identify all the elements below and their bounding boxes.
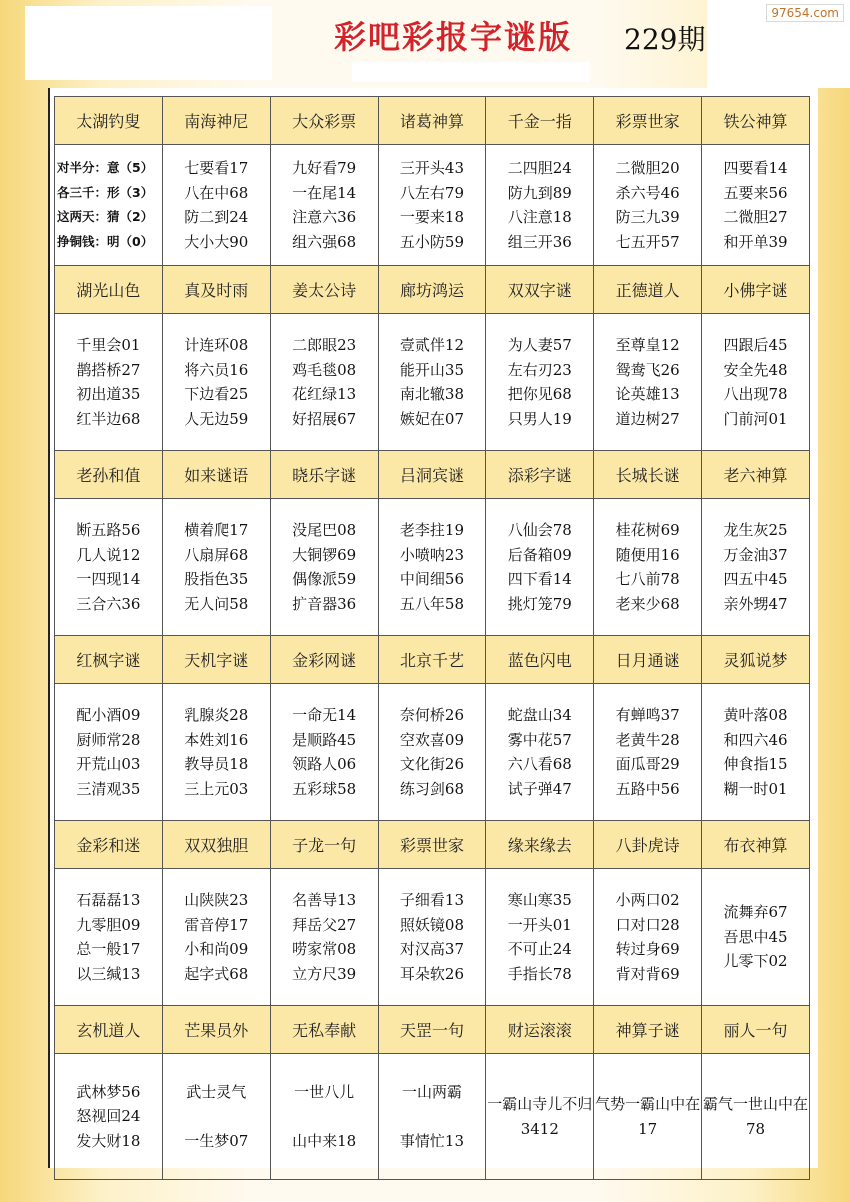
riddle-line: 注意六36: [292, 208, 357, 226]
riddle-line: 一霸山寺儿不归3412: [487, 1095, 593, 1138]
column-title: 吕洞宾谜: [378, 451, 486, 499]
riddle-cell: [55, 499, 163, 636]
riddle-line: 配小酒09: [76, 706, 141, 724]
riddle-cell: [486, 869, 594, 1006]
riddle-line: 黄叶落08: [723, 706, 788, 724]
riddle-line: 亲外甥47: [723, 594, 788, 613]
column-title: 老六神算: [702, 451, 810, 499]
page-title: 彩吧彩报字谜版: [334, 18, 573, 56]
riddle-line: 子细看13: [399, 891, 464, 909]
column-title: 双双字谜: [486, 266, 594, 314]
riddle-line: 文化街26: [399, 755, 464, 773]
column-title: 正德道人: [594, 266, 702, 314]
riddle-line: 八仙会78: [507, 521, 572, 539]
riddle-line: 老黄牛28: [615, 730, 680, 749]
riddle-line: 计连环08: [184, 336, 249, 354]
riddle-line: 小喷呐23: [399, 545, 464, 564]
riddle-cell: [162, 869, 270, 1006]
riddle-line: 一生梦07: [184, 1131, 249, 1150]
column-title: 天罡一句: [378, 1006, 486, 1054]
riddle-line: 壹贰伴12: [399, 336, 464, 354]
riddle-line: 二微胆27: [723, 208, 788, 226]
riddle-cell: [378, 869, 486, 1006]
riddle-line: 雾中花57: [507, 730, 572, 749]
riddle-cell: [162, 1054, 270, 1180]
column-title: 神算子谜: [594, 1006, 702, 1054]
riddle-cell: [594, 869, 702, 1006]
column-title: 蓝色闪电: [486, 636, 594, 684]
riddle-line: 唠家常08: [292, 940, 357, 958]
riddle-line: 空欢喜09: [399, 730, 464, 749]
column-title: 双双独胆: [162, 821, 270, 869]
column-title: 日月通谜: [594, 636, 702, 684]
riddle-line: 小两口02: [615, 891, 680, 909]
riddle-line: 后备箱09: [507, 545, 572, 564]
riddle-line: 转过身69: [615, 940, 680, 958]
riddle-line: 老李拄19: [399, 521, 464, 539]
riddle-line: 三清观35: [76, 779, 141, 798]
riddle-line: 挣铜钱：明（0）: [57, 233, 154, 249]
riddle-cell: [594, 1054, 702, 1180]
riddle-cell: [378, 684, 486, 821]
riddle-line: 面瓜哥29: [615, 755, 680, 773]
riddle-line: 论英雄13: [615, 385, 680, 403]
riddle-line: 二郎眼23: [292, 336, 357, 354]
riddle-line: 四跟后45: [723, 336, 788, 354]
column-title: 丽人一句: [702, 1006, 810, 1054]
riddle-cell: [486, 499, 594, 636]
site-watermark: 97654.com: [766, 4, 844, 22]
riddle-line: 道边树27: [615, 409, 680, 428]
riddle-line: 事情忙13: [399, 1131, 464, 1150]
column-title: 红枫字谜: [55, 636, 163, 684]
riddle-line: 背对背69: [615, 964, 680, 983]
content-row: [55, 1054, 810, 1180]
riddle-line: 耳朵软26: [399, 964, 464, 983]
riddle-line: 七要看17: [184, 159, 249, 177]
riddle-line: 随便用16: [615, 545, 680, 564]
column-title: 芒果员外: [162, 1006, 270, 1054]
riddle-line: 无人问58: [184, 594, 249, 613]
column-title: 如来谜语: [162, 451, 270, 499]
column-title: 晓乐字谜: [270, 451, 378, 499]
riddle-line: 怒视回24: [76, 1107, 141, 1126]
riddle-cell: [702, 1054, 810, 1180]
blank-area-left: [25, 6, 272, 80]
riddle-line: 左右刃23: [507, 360, 572, 379]
riddle-line: 人无边59: [184, 409, 249, 428]
content-row: [55, 145, 810, 266]
header-row: [55, 821, 810, 869]
riddle-cell: [702, 869, 810, 1006]
riddle-line: 门前河01: [723, 409, 788, 428]
riddle-cell: [270, 684, 378, 821]
riddle-cell: [55, 684, 163, 821]
riddle-line: 防九到89: [507, 183, 572, 202]
riddle-line: 和四六46: [723, 730, 788, 749]
riddle-line: 三合六36: [76, 594, 141, 613]
column-title: 彩票世家: [594, 97, 702, 145]
riddle-cell: [162, 684, 270, 821]
riddle-line: 七五开57: [615, 232, 680, 251]
riddle-line: 一在尾14: [292, 183, 357, 202]
riddle-line: 万金油37: [723, 545, 788, 564]
riddle-line: 防二到24: [184, 208, 249, 226]
riddle-line: 组六强68: [292, 232, 357, 251]
riddle-line: 三上元03: [184, 779, 249, 798]
riddle-line: 照妖镜08: [399, 915, 464, 934]
riddle-line: 老来少68: [615, 594, 680, 613]
riddle-line: 嫉妃在07: [399, 409, 464, 428]
riddle-cell: [378, 145, 486, 266]
riddle-line: 是顺路45: [292, 730, 357, 749]
riddle-line: 花红绿13: [292, 385, 357, 403]
riddle-line: 对半分：意（5）: [57, 160, 154, 175]
riddle-line: 一命无14: [292, 706, 357, 724]
riddle-line: 各三千：形（3）: [57, 184, 154, 200]
issue-number: 229期: [624, 23, 706, 56]
riddle-line: 七八前78: [615, 570, 680, 588]
riddle-line: 能开山35: [399, 360, 464, 379]
riddle-line: 红半边68: [76, 409, 141, 428]
spacer: [163, 1105, 270, 1129]
column-title: 天机字谜: [162, 636, 270, 684]
riddle-line: 杀六号46: [615, 183, 680, 202]
riddle-cell: [270, 499, 378, 636]
riddle-line: 武林梦56: [76, 1082, 141, 1101]
column-title: 老孙和值: [55, 451, 163, 499]
riddle-line: 吾思中45: [723, 927, 788, 946]
riddle-line: 和开单39: [723, 232, 788, 251]
riddle-line: 挑灯笼79: [507, 594, 572, 613]
column-title: 南海神尼: [162, 97, 270, 145]
riddle-line: 这两天：猜（2）: [57, 209, 154, 224]
riddle-line: 伸食指15: [723, 755, 788, 773]
riddle-line: 山陕陕23: [184, 891, 249, 909]
column-title: 金彩和迷: [55, 821, 163, 869]
riddle-line: 试子弹47: [507, 779, 572, 798]
content-row: [55, 869, 810, 1006]
riddle-line: 一开头01: [507, 915, 572, 934]
riddle-cell: [270, 145, 378, 266]
header-row: [55, 266, 810, 314]
riddle-line: 总一般17: [76, 940, 141, 958]
riddle-line: 手指长78: [507, 964, 572, 983]
riddle-cell: [378, 314, 486, 451]
riddle-line: 鹊搭桥27: [76, 360, 141, 379]
riddle-line: 起字式68: [184, 964, 249, 983]
content-row: [55, 314, 810, 451]
riddle-line: 以三缄13: [76, 964, 141, 983]
header-row: [55, 97, 810, 145]
riddle-cell: [55, 1054, 163, 1180]
riddle-line: 领路人06: [292, 755, 357, 773]
column-title: 子龙一句: [270, 821, 378, 869]
riddle-line: 五小防59: [399, 232, 464, 251]
riddle-line: 教导员18: [184, 755, 249, 773]
riddle-cell: [486, 145, 594, 266]
riddle-cell: [594, 499, 702, 636]
riddle-line: 立方尺39: [292, 964, 357, 983]
riddle-line: 六八看68: [507, 755, 572, 773]
riddle-cell: [162, 499, 270, 636]
content-row: [55, 499, 810, 636]
riddle-line: 五要来56: [723, 183, 788, 202]
riddle-line: 流舞弃67: [723, 903, 788, 922]
riddle-line: 一四现14: [76, 570, 141, 588]
riddle-cell: [702, 499, 810, 636]
column-title: 真及时雨: [162, 266, 270, 314]
riddle-line: 为人妻57: [507, 336, 572, 354]
riddle-cell: [702, 684, 810, 821]
riddle-line: 千里会01: [76, 336, 141, 354]
riddle-cell: [55, 314, 163, 451]
riddle-line: 九好看79: [292, 159, 357, 177]
riddle-line: 有蝉鸣37: [615, 706, 680, 724]
riddle-line: 拜岳父27: [292, 915, 357, 934]
blank-area-center: [352, 62, 590, 82]
column-title: 财运滚滚: [486, 1006, 594, 1054]
column-title: 金彩网谜: [270, 636, 378, 684]
column-title: 太湖钓叟: [55, 97, 163, 145]
riddle-line: 下边看25: [184, 385, 249, 403]
riddle-line: 鸳鸯飞26: [615, 360, 680, 379]
riddle-line: 只男人19: [507, 409, 572, 428]
riddle-line: 大小大90: [184, 232, 249, 251]
riddle-line: 桂花树69: [615, 521, 680, 539]
riddle-table: [54, 96, 810, 1180]
riddle-line: 龙生灰25: [723, 521, 788, 539]
riddle-line: 雷音停17: [184, 915, 249, 934]
riddle-line: 股指色35: [184, 570, 249, 588]
riddle-line: 八出现78: [723, 385, 788, 403]
riddle-line: 初出道35: [76, 385, 141, 403]
column-title: 玄机道人: [55, 1006, 163, 1054]
riddle-cell: [486, 314, 594, 451]
riddle-line: 口对口28: [615, 915, 680, 934]
riddle-line: 横着爬17: [184, 521, 249, 539]
column-title: 铁公神算: [702, 97, 810, 145]
column-title: 湖光山色: [55, 266, 163, 314]
riddle-cell: [162, 314, 270, 451]
riddle-line: 组三开36: [507, 232, 572, 251]
column-title: 缘来缘去: [486, 821, 594, 869]
riddle-line: 开荒山03: [76, 755, 141, 773]
riddle-line: 蛇盘山34: [507, 706, 572, 724]
riddle-line: 奈何桥26: [399, 706, 464, 724]
column-title: 千金一指: [486, 97, 594, 145]
riddle-line: 练习剑68: [399, 779, 464, 798]
column-title: 无私奉献: [270, 1006, 378, 1054]
riddle-line: 二四胆24: [507, 159, 572, 177]
riddle-line: 二微胆20: [615, 159, 680, 177]
column-title: 八卦虎诗: [594, 821, 702, 869]
riddle-line: 寒山寒35: [507, 891, 572, 909]
column-title: 彩票世家: [378, 821, 486, 869]
header-row: [55, 1006, 810, 1054]
riddle-line: 四下看14: [507, 570, 572, 588]
riddle-line: 小和尚09: [184, 940, 249, 958]
spacer: [379, 1105, 486, 1129]
riddle-line: 名善导13: [292, 891, 357, 909]
riddle-line: 中间细56: [399, 570, 464, 588]
riddle-line: 气势一霸山中在17: [595, 1095, 701, 1138]
riddle-cell: [702, 314, 810, 451]
riddle-line: 三开头43: [399, 159, 464, 177]
riddle-line: 五彩球58: [292, 779, 357, 798]
riddle-line: 儿零下02: [723, 952, 788, 971]
riddle-cell: [55, 145, 163, 266]
riddle-cell: [594, 684, 702, 821]
column-title: 姜太公诗: [270, 266, 378, 314]
riddle-line: 安全先48: [723, 360, 788, 379]
riddle-cell: [270, 314, 378, 451]
riddle-line: 断五路56: [76, 521, 141, 539]
riddle-line: 霸气一世山中在78: [703, 1095, 809, 1138]
riddle-line: 四要看14: [723, 159, 788, 177]
riddle-line: 一世八儿: [294, 1083, 355, 1101]
riddle-line: 鸡毛毯08: [292, 360, 357, 379]
riddle-line: 石磊磊13: [76, 891, 141, 909]
riddle-cell: [702, 145, 810, 266]
column-title: 诸葛神算: [378, 97, 486, 145]
riddle-line: 五八年58: [399, 594, 464, 613]
header-row: [55, 451, 810, 499]
content-row: [55, 684, 810, 821]
column-title: 北京千艺: [378, 636, 486, 684]
riddle-cell: [378, 499, 486, 636]
riddle-cell: [378, 1054, 486, 1180]
riddle-cell: [270, 869, 378, 1006]
riddle-line: 八扇屏68: [184, 545, 249, 564]
column-title: 灵狐说梦: [702, 636, 810, 684]
column-title: 布衣神算: [702, 821, 810, 869]
riddle-line: 将六员16: [184, 360, 249, 379]
riddle-line: 至尊皇12: [615, 336, 680, 354]
riddle-line: 把你见68: [507, 385, 572, 403]
riddle-cell: [594, 314, 702, 451]
riddle-line: 防三九39: [615, 208, 680, 226]
column-title: 小佛字谜: [702, 266, 810, 314]
riddle-line: 八在中68: [184, 183, 249, 202]
riddle-line: 没尾巴08: [292, 521, 357, 539]
riddle-line: 几人说12: [76, 545, 141, 564]
riddle-line: 糊一时01: [723, 779, 788, 798]
riddle-line: 大铜锣69: [292, 545, 357, 564]
riddle-line: 一要来18: [399, 208, 464, 226]
riddle-line: 八注意18: [507, 208, 572, 226]
column-title: 廊坊鸿运: [378, 266, 486, 314]
riddle-line: 扩音器36: [292, 594, 357, 613]
riddle-line: 好招展67: [292, 409, 357, 428]
riddle-line: 厨师常28: [76, 730, 141, 749]
riddle-line: 五路中56: [615, 779, 680, 798]
column-title: 添彩字谜: [486, 451, 594, 499]
riddle-line: 南北辙38: [399, 385, 464, 403]
riddle-line: 乳腺炎28: [184, 706, 249, 724]
riddle-cell: [270, 1054, 378, 1180]
column-title: 长城长谜: [594, 451, 702, 499]
spacer: [271, 1105, 378, 1129]
riddle-line: 八左右79: [399, 183, 464, 202]
riddle-line: 一山两霸: [401, 1083, 462, 1101]
riddle-cell: [162, 145, 270, 266]
header-row: [55, 636, 810, 684]
riddle-line: 山中来18: [292, 1131, 357, 1150]
riddle-line: 发大财18: [76, 1131, 141, 1150]
column-title: 大众彩票: [270, 97, 378, 145]
riddle-line: 四五中45: [723, 570, 788, 588]
riddle-cell: [486, 1054, 594, 1180]
riddle-line: 对汉高37: [399, 940, 464, 958]
riddle-cell: [55, 869, 163, 1006]
riddle-line: 武士灵气: [186, 1083, 247, 1101]
riddle-line: 九零胆09: [76, 915, 141, 934]
riddle-line: 不可止24: [507, 940, 572, 958]
riddle-cell: [486, 684, 594, 821]
riddle-cell: [594, 145, 702, 266]
riddle-line: 本姓刘16: [184, 730, 249, 749]
riddle-line: 偶像派59: [292, 570, 357, 588]
